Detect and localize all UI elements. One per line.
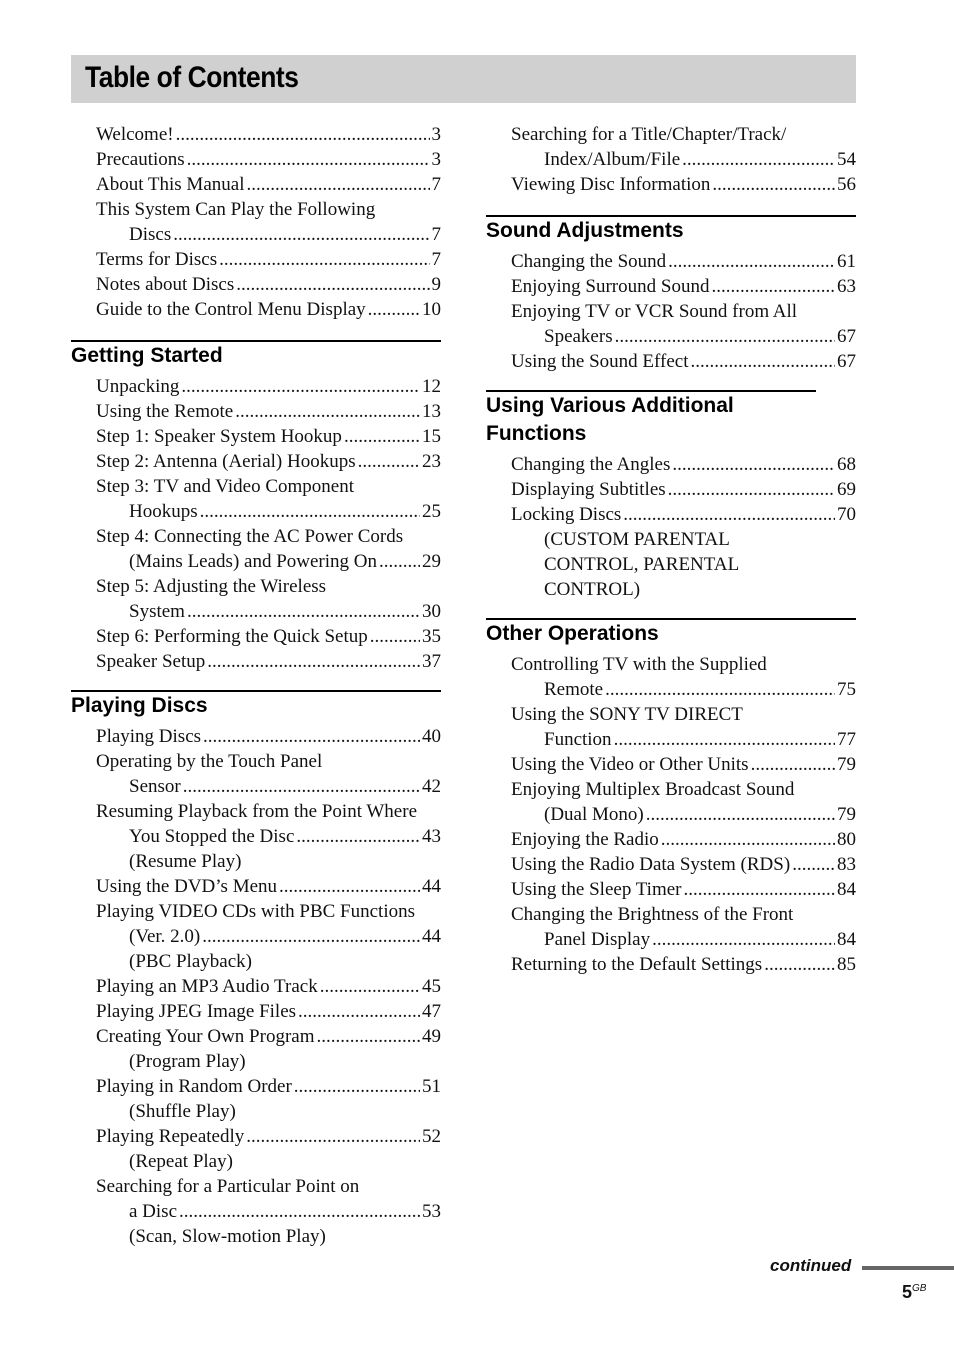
toc-page-number: 42 (422, 776, 441, 797)
toc-page-number: 68 (837, 454, 856, 475)
toc-entry-line (511, 827, 856, 852)
dot-leader (320, 974, 420, 999)
toc-entry-title: Speaker Setup (96, 651, 206, 672)
dot-leader (179, 1199, 420, 1224)
toc-entry-line (511, 927, 856, 952)
toc-entry-subtitle: (PBC Playback) (129, 951, 252, 972)
toc-entry-line (96, 549, 441, 574)
toc-entry-line (96, 1024, 441, 1049)
toc-entry[interactable] (96, 122, 441, 147)
dot-leader (183, 774, 420, 799)
toc-page-number: 44 (422, 876, 441, 897)
toc-entry-title: Guide to the Control Menu Display (96, 299, 366, 320)
toc-entry[interactable] (96, 999, 441, 1024)
dot-leader (173, 222, 429, 247)
toc-section (486, 618, 856, 977)
toc-entry[interactable] (96, 272, 441, 297)
toc-entry[interactable] (96, 1124, 441, 1174)
section-heading: Other Operations (486, 618, 856, 648)
toc-page-number: 67 (837, 351, 856, 372)
page-suffix: GB (912, 1283, 927, 1294)
toc-entry[interactable] (511, 349, 856, 374)
toc-page-number: 84 (837, 929, 856, 950)
toc-entry[interactable] (96, 1174, 441, 1249)
dot-leader (646, 802, 835, 827)
toc-entry-title: Creating Your Own Program (96, 1026, 315, 1047)
toc-page-number: 47 (422, 1001, 441, 1022)
toc-entry-line (511, 477, 856, 502)
toc-entry-line (96, 1199, 441, 1224)
toc-page-number: 70 (837, 504, 856, 525)
toc-entry[interactable] (96, 524, 441, 574)
toc-entry-title: a Disc (129, 1201, 178, 1222)
toc-entry-line (511, 349, 856, 374)
toc-entry-title: Index/Album/File (544, 149, 681, 170)
toc-entry-title: Searching for a Particular Point on (96, 1176, 360, 1197)
toc-entry-title: Enjoying TV or VCR Sound from All (511, 301, 798, 322)
dot-leader (219, 247, 429, 272)
toc-entry-line (511, 652, 856, 677)
toc-entry-title: Changing the Angles (511, 454, 671, 475)
section-heading: Getting Started (71, 340, 441, 370)
toc-entry-line (96, 874, 441, 899)
toc-entry-line (96, 247, 441, 272)
toc-entry-title: (Dual Mono) (544, 804, 644, 825)
toc-entry-subtitle: (CUSTOM PARENTAL (544, 529, 730, 550)
toc-entry-subtitle: (Repeat Play) (129, 1151, 233, 1172)
toc-entry[interactable] (96, 799, 441, 874)
dot-leader (668, 477, 835, 502)
toc-entry[interactable] (96, 449, 441, 474)
dot-leader (203, 724, 420, 749)
toc-entry[interactable] (96, 649, 441, 674)
toc-entry-title: Enjoying the Radio (511, 829, 659, 850)
toc-page-number: 29 (422, 551, 441, 572)
toc-entry-title: Speakers (544, 326, 613, 347)
section-heading: Using Various Additional Functions (486, 390, 816, 448)
toc-page-number: 85 (837, 954, 856, 975)
toc-entry[interactable] (96, 172, 441, 197)
toc-page-number: 52 (422, 1126, 441, 1147)
toc-entry-line (96, 574, 441, 599)
toc-entry-line (96, 774, 441, 799)
dot-leader (764, 952, 835, 977)
toc-entry-line (511, 274, 856, 299)
toc-entry-title: Playing Repeatedly (96, 1126, 245, 1147)
toc-entry-title: Using the Sound Effect (511, 351, 689, 372)
toc-entry-line (511, 249, 856, 274)
toc-entry[interactable] (511, 477, 856, 502)
toc-entry[interactable] (96, 974, 441, 999)
left-column (71, 122, 441, 1265)
toc-entry-title: Enjoying Multiplex Broadcast Sound (511, 779, 795, 800)
toc-page-number: 75 (837, 679, 856, 700)
section-heading: Playing Discs (71, 690, 441, 720)
right-column (486, 122, 856, 993)
toc-page-number: 7 (431, 249, 441, 270)
toc-entry[interactable] (96, 474, 441, 524)
left-sections (71, 340, 441, 1249)
dot-leader (200, 499, 420, 524)
toc-page-number: 7 (431, 174, 441, 195)
toc-entry-title: Displaying Subtitles (511, 479, 666, 500)
toc-entry-line (96, 1124, 441, 1149)
toc-entry-line (511, 452, 856, 477)
toc-entry-title: Welcome! (96, 124, 174, 145)
toc-entry[interactable] (511, 752, 856, 777)
toc-entry-line (96, 449, 441, 474)
dot-leader (711, 274, 835, 299)
toc-page-number: 63 (837, 276, 856, 297)
toc-entry-line (96, 499, 441, 524)
toc-entry-subtitle: (Scan, Slow-motion Play) (129, 1226, 326, 1247)
toc-entry-title: Enjoying Surround Sound (511, 276, 710, 297)
toc-entry[interactable] (511, 902, 856, 952)
toc-entry[interactable] (511, 877, 856, 902)
dot-leader (187, 599, 420, 624)
toc-entry-title: Sensor (129, 776, 181, 797)
toc-entry-title: Precautions (96, 149, 185, 170)
toc-entry-subtitle: (Program Play) (129, 1051, 246, 1072)
right-sections (486, 215, 856, 977)
toc-entry-title: Viewing Disc Information (511, 174, 711, 195)
dot-leader (296, 824, 420, 849)
toc-page-number: 43 (422, 826, 441, 847)
dot-leader (792, 852, 835, 877)
toc-entry-line (511, 122, 856, 147)
dot-leader (672, 452, 835, 477)
toc-entry-title: Playing Discs (96, 726, 202, 747)
footer-rule (862, 1266, 954, 1270)
dot-leader (661, 827, 835, 852)
toc-entry-line (511, 777, 856, 802)
dot-leader (236, 272, 429, 297)
toc-entry-line (96, 1174, 441, 1199)
toc-page-number: 61 (837, 251, 856, 272)
toc-page-number: 54 (837, 149, 856, 170)
toc-entry[interactable] (511, 299, 856, 349)
dot-leader (246, 172, 429, 197)
dot-leader (368, 297, 420, 322)
toc-page-number: 80 (837, 829, 856, 850)
toc-entry-line (511, 172, 856, 197)
toc-entry[interactable] (96, 374, 441, 399)
toc-entry-title: Step 1: Speaker System Hookup (96, 426, 342, 447)
toc-entry[interactable] (96, 624, 441, 649)
toc-section (71, 340, 441, 674)
toc-entry-title: Playing JPEG Image Files (96, 1001, 297, 1022)
dot-leader (751, 752, 835, 777)
toc-entry[interactable] (96, 874, 441, 899)
toc-page-number: 10 (422, 299, 441, 320)
toc-page-number: 25 (422, 501, 441, 522)
title-bar (71, 55, 856, 103)
toc-entry-line (511, 299, 856, 324)
page-number (902, 1282, 926, 1303)
toc-entry-line (96, 999, 441, 1024)
toc-entry[interactable] (96, 899, 441, 974)
toc-entry[interactable] (96, 297, 441, 322)
toc-entry-line (511, 502, 856, 527)
toc-entry[interactable] (511, 777, 856, 827)
toc-entry-title: Using the Sleep Timer (511, 879, 682, 900)
toc-entry-title: Step 5: Adjusting the Wireless (96, 576, 327, 597)
toc-entry-subtitle: (Shuffle Play) (129, 1101, 236, 1122)
toc-entry-title: (Ver. 2.0) (129, 926, 201, 947)
toc-entry-title: Returning to the Default Settings (511, 954, 763, 975)
toc-entry-line (96, 824, 441, 849)
toc-page-number: 79 (837, 804, 856, 825)
toc-entry-line (511, 727, 856, 752)
toc-page-number: 3 (431, 149, 441, 170)
toc-page-number: 56 (837, 174, 856, 195)
dot-leader (294, 1074, 420, 1099)
toc-page-number: 49 (422, 1026, 441, 1047)
toc-entry-title: Terms for Discs (96, 249, 218, 270)
toc-entry-title: Using the DVD’s Menu (96, 876, 278, 897)
toc-entry-line (96, 1074, 441, 1099)
intro-entries (71, 122, 441, 322)
dot-leader (614, 727, 835, 752)
section-heading: Sound Adjustments (486, 215, 856, 245)
toc-entry-title: Controlling TV with the Supplied (511, 654, 767, 675)
toc-entry-line (96, 799, 441, 824)
toc-entry[interactable] (96, 424, 441, 449)
section-entries (486, 249, 856, 374)
toc-entry[interactable] (96, 247, 441, 272)
toc-page-number: 7 (431, 224, 441, 245)
dot-leader (187, 147, 430, 172)
toc-entry-line (96, 899, 441, 924)
toc-entry-title: Operating by the Touch Panel (96, 751, 323, 772)
toc-entry[interactable] (511, 827, 856, 852)
section-entries (71, 374, 441, 674)
toc-entry-line (96, 624, 441, 649)
toc-section (486, 390, 856, 602)
toc-entry-line (96, 297, 441, 322)
dot-leader (691, 349, 836, 374)
toc-entry-title: Unpacking (96, 376, 180, 397)
toc-entry-line (96, 122, 441, 147)
toc-entry-line (511, 952, 856, 977)
toc-entry-title: Using the Remote (96, 401, 234, 422)
toc-entry-title: Changing the Sound (511, 251, 667, 272)
dot-leader (623, 502, 835, 527)
toc-entry[interactable] (511, 172, 856, 197)
toc-entry-title: Resuming Playback from the Point Where (96, 801, 418, 822)
toc-entry-title: Changing the Brightness of the Front (511, 904, 794, 925)
toc-entry-line (96, 424, 441, 449)
toc-entry-title: System (129, 601, 185, 622)
toc-page-number: 79 (837, 754, 856, 775)
dot-leader (712, 172, 835, 197)
toc-entry[interactable] (511, 952, 856, 977)
toc-entry-title: Step 4: Connecting the AC Power Cords (96, 526, 404, 547)
dot-leader (615, 324, 835, 349)
toc-entry-line (511, 902, 856, 927)
toc-entry-title: Discs (129, 224, 172, 245)
toc-entry-title: (Mains Leads) and Powering On (129, 551, 378, 572)
toc-entry[interactable] (96, 1024, 441, 1074)
toc-entry-line (96, 147, 441, 172)
toc-entry-line (511, 677, 856, 702)
section-entries (486, 652, 856, 977)
toc-entry-line (96, 924, 441, 949)
toc-section (71, 690, 441, 1249)
toc-page-number: 51 (422, 1076, 441, 1097)
toc-page-number: 45 (422, 976, 441, 997)
toc-page-number: 30 (422, 601, 441, 622)
toc-entry-subtitle: CONTROL, PARENTAL (544, 554, 740, 575)
toc-entry[interactable] (511, 122, 856, 172)
page-number-value: 5 (902, 1282, 913, 1302)
toc-entry-title: You Stopped the Disc (129, 826, 295, 847)
dot-leader (344, 424, 420, 449)
toc-entry[interactable] (511, 452, 856, 477)
dot-leader (683, 877, 835, 902)
dot-leader (605, 677, 835, 702)
toc-page-number: 35 (422, 626, 441, 647)
toc-entry-line (511, 852, 856, 877)
toc-entry[interactable] (96, 574, 441, 624)
toc-entry[interactable] (511, 702, 856, 752)
toc-entry-title: Step 2: Antenna (Aerial) Hookups (96, 451, 356, 472)
toc-page-number: 23 (422, 451, 441, 472)
dot-leader (298, 999, 420, 1024)
toc-entry-line (96, 724, 441, 749)
section-entries (486, 452, 856, 602)
toc-entry[interactable] (511, 852, 856, 877)
toc-entry-title: Locking Discs (511, 504, 622, 525)
toc-entry-subtitle: CONTROL) (544, 579, 641, 600)
toc-entry-subtitle: (Resume Play) (129, 851, 242, 872)
toc-entry[interactable] (96, 399, 441, 424)
toc-entry-line (511, 802, 856, 827)
toc-entry-line (511, 147, 856, 172)
toc-entry-title: Playing an MP3 Audio Track (96, 976, 318, 997)
toc-page-number: 84 (837, 879, 856, 900)
dot-leader (370, 624, 420, 649)
toc-entry-title: Playing in Random Order (96, 1076, 292, 1097)
toc-entry-title: Using the SONY TV DIRECT (511, 704, 743, 725)
toc-page-number: 12 (422, 376, 441, 397)
toc-entry[interactable] (96, 749, 441, 799)
toc-entry-line (96, 172, 441, 197)
toc-page-number: 67 (837, 326, 856, 347)
toc-entry-line (96, 524, 441, 549)
toc-entry[interactable] (511, 249, 856, 274)
toc-entry-title: Playing VIDEO CDs with PBC Functions (96, 901, 415, 922)
toc-entry-line (96, 272, 441, 297)
toc-page-number: 69 (837, 479, 856, 500)
dot-leader (358, 449, 420, 474)
right-intro-entries (486, 122, 856, 197)
toc-entry-title: About This Manual (96, 174, 245, 195)
toc-entry-title: This System Can Play the Following (96, 199, 376, 220)
toc-entry-title: Panel Display (544, 929, 651, 950)
toc-entry-title: Using the Video or Other Units (511, 754, 749, 775)
toc-entry-title: Step 3: TV and Video Component (96, 476, 354, 497)
toc-entry-line (96, 399, 441, 424)
toc-entry-title: Searching for a Title/Chapter/Track/ (511, 124, 787, 145)
toc-entry-title: Function (544, 729, 612, 750)
dot-leader (279, 874, 420, 899)
toc-page-number: 37 (422, 651, 441, 672)
toc-entry[interactable] (511, 274, 856, 299)
toc-page-number: 53 (422, 1201, 441, 1222)
toc-entry[interactable] (511, 502, 856, 602)
toc-page-number: 13 (422, 401, 441, 422)
toc-entry-line (96, 222, 441, 247)
toc-entry-line (96, 374, 441, 399)
toc-entry-line (96, 197, 441, 222)
toc-entry-title: Step 6: Performing the Quick Setup (96, 626, 368, 647)
dot-leader (668, 249, 835, 274)
toc-entry-title: Hookups (129, 501, 198, 522)
dot-leader (682, 147, 835, 172)
dot-leader (207, 649, 420, 674)
toc-entry-title: Remote (544, 679, 604, 700)
dot-leader (202, 924, 420, 949)
toc-page-number: 83 (837, 854, 856, 875)
toc-page-number: 9 (431, 274, 441, 295)
dot-leader (317, 1024, 421, 1049)
dot-leader (181, 374, 420, 399)
toc-entry[interactable] (96, 1074, 441, 1124)
toc-page-number: 15 (422, 426, 441, 447)
dot-leader (176, 122, 430, 147)
toc-entry[interactable] (96, 147, 441, 172)
toc-entry-line (96, 649, 441, 674)
toc-entry-line (96, 749, 441, 774)
toc-entry[interactable] (96, 724, 441, 749)
toc-entry[interactable] (511, 652, 856, 702)
toc-entry-line (511, 877, 856, 902)
toc-entry-line (96, 599, 441, 624)
toc-page-number: 3 (431, 124, 441, 145)
section-entries (71, 724, 441, 1249)
toc-entry-title: Notes about Discs (96, 274, 235, 295)
dot-leader (246, 1124, 420, 1149)
toc-entry-line (511, 324, 856, 349)
dot-leader (235, 399, 420, 424)
toc-entry-title: Using the Radio Data System (RDS) (511, 854, 791, 875)
toc-entry-line (511, 752, 856, 777)
dot-leader (379, 549, 420, 574)
toc-page-number: 77 (837, 729, 856, 750)
page-title: Table of Contents (85, 61, 299, 94)
dot-leader (652, 927, 835, 952)
toc-entry-line (96, 474, 441, 499)
toc-entry[interactable] (96, 197, 441, 247)
toc-page-number: 44 (422, 926, 441, 947)
toc-entry-line (96, 974, 441, 999)
continued-label: continued (770, 1256, 852, 1275)
toc-section (486, 215, 856, 374)
toc-page-number: 40 (422, 726, 441, 747)
toc-entry-line (511, 702, 856, 727)
